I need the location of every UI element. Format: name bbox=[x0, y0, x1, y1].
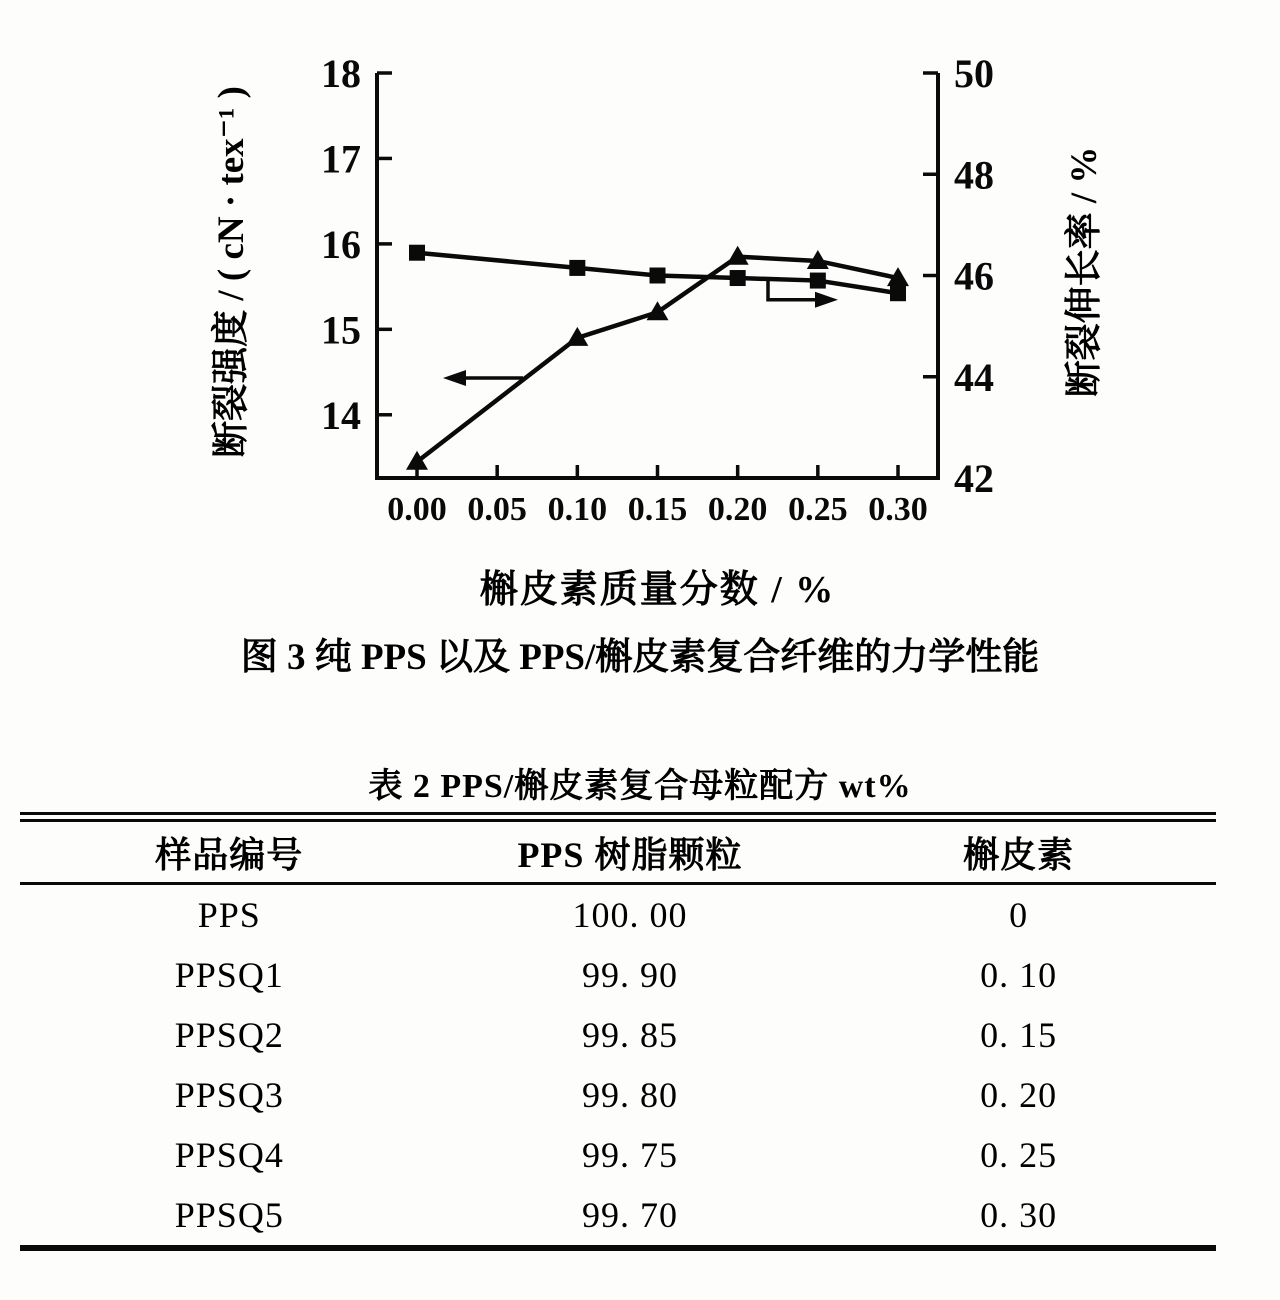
cell-sample: PPSQ3 bbox=[174, 1075, 284, 1115]
left-axis-tick-label: 14 bbox=[321, 392, 361, 438]
strength-axis-arrow-head bbox=[443, 370, 466, 386]
table-row-ppsq5 bbox=[20, 1185, 1216, 1245]
cell-sample: PPS bbox=[197, 895, 261, 935]
left-axis-tick-label: 15 bbox=[321, 307, 361, 353]
cell-sample: PPSQ5 bbox=[174, 1195, 284, 1235]
cell-pps: 99. 80 bbox=[581, 1075, 678, 1115]
marker-square-断裂伸长率 bbox=[409, 245, 425, 261]
table-row-ppsq3 bbox=[20, 1065, 1216, 1125]
cell-sample: PPSQ4 bbox=[174, 1135, 284, 1175]
col-header-sample: 样品编号 bbox=[155, 834, 304, 875]
cell-quercetin: 0. 25 bbox=[980, 1135, 1058, 1175]
x-axis-tick-label: 0.00 bbox=[387, 491, 447, 528]
figure-caption: 图 3 纯 PPS 以及 PPS/槲皮素复合纤维的力学性能 bbox=[240, 637, 1040, 678]
table-title: 表 2 PPS/槲皮素复合母粒配方 wt% bbox=[368, 768, 912, 805]
marker-square-断裂伸长率 bbox=[890, 285, 906, 301]
x-axis-tick-label: 0.25 bbox=[788, 491, 848, 528]
table-bottom-rule bbox=[20, 1245, 1216, 1251]
table-row-ppsq1 bbox=[20, 945, 1216, 1005]
left-axis-tick-label: 18 bbox=[321, 51, 361, 96]
col-header-quercetin: 槲皮素 bbox=[963, 834, 1075, 875]
right-axis-tick-label: 42 bbox=[954, 456, 994, 501]
cell-quercetin: 0. 20 bbox=[980, 1075, 1058, 1115]
cell-pps: 99. 70 bbox=[581, 1195, 678, 1235]
marker-square-断裂伸长率 bbox=[730, 270, 746, 286]
x-axis-tick-label: 0.15 bbox=[627, 491, 688, 528]
x-axis-tick-label: 0.30 bbox=[868, 491, 928, 528]
cell-pps: 99. 85 bbox=[581, 1015, 678, 1055]
cell-quercetin: 0 bbox=[1009, 895, 1029, 935]
table-row-ppsq2 bbox=[20, 1005, 1216, 1065]
table2 bbox=[0, 700, 1280, 1300]
table-row-ppsq4 bbox=[20, 1125, 1216, 1185]
left-axis-title: 断裂强度 / ( cN · tex⁻¹ ) bbox=[211, 86, 252, 458]
marker-square-断裂伸长率 bbox=[810, 273, 826, 289]
cell-pps: 99. 90 bbox=[581, 955, 678, 995]
table-header-row bbox=[20, 822, 1216, 882]
cell-pps: 99. 75 bbox=[581, 1135, 678, 1175]
left-axis-tick-label: 17 bbox=[321, 136, 361, 182]
col-header-pps: PPS 树脂颗粒 bbox=[517, 834, 743, 875]
cell-sample: PPSQ2 bbox=[174, 1015, 284, 1055]
right-axis-tick-label: 50 bbox=[954, 51, 994, 96]
marker-triangle-断裂强度 bbox=[647, 301, 669, 320]
elongation-axis-arrow-head bbox=[815, 292, 838, 308]
cell-quercetin: 0. 15 bbox=[980, 1015, 1058, 1055]
table-row-pps bbox=[20, 885, 1216, 945]
cell-sample: PPSQ1 bbox=[174, 955, 284, 995]
cell-quercetin: 0. 10 bbox=[980, 955, 1058, 995]
marker-square-断裂伸长率 bbox=[569, 260, 585, 276]
marker-square-断裂伸长率 bbox=[650, 268, 666, 284]
x-axis-tick-label: 0.20 bbox=[707, 491, 768, 528]
x-axis-title: 槲皮素质量分数 / % bbox=[479, 569, 836, 611]
formulation-table bbox=[20, 812, 1216, 1251]
right-axis-tick-label: 44 bbox=[954, 354, 994, 400]
right-axis-tick-label: 48 bbox=[954, 152, 994, 198]
x-axis-tick-label: 0.10 bbox=[547, 491, 608, 528]
left-axis-tick-label: 16 bbox=[321, 221, 361, 267]
x-axis-tick-label: 0.05 bbox=[467, 491, 527, 528]
table-top-rule bbox=[20, 812, 1216, 822]
right-axis-tick-label: 46 bbox=[954, 253, 994, 299]
cell-pps: 100. 00 bbox=[572, 895, 688, 935]
series-line-断裂强度 bbox=[417, 257, 898, 462]
right-axis-title: 断裂伸长率 / % bbox=[1064, 146, 1105, 398]
cell-quercetin: 0. 30 bbox=[980, 1195, 1058, 1235]
